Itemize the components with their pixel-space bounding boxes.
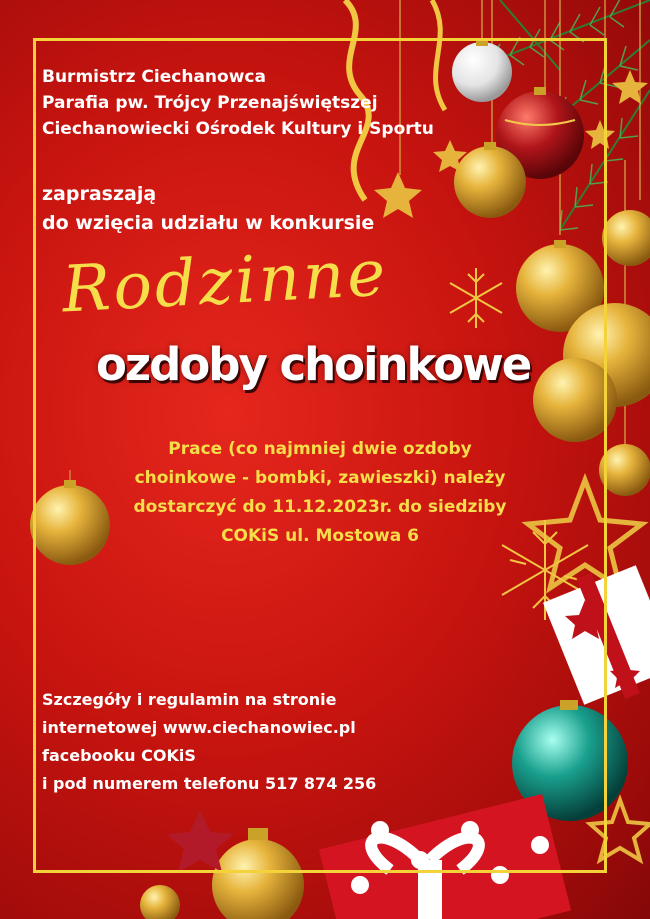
details-line: choinkowe - bombki, zawieszki) należy (134, 468, 506, 488)
details-line: dostarczyć do 11.12.2023r. do siedziby (133, 497, 507, 517)
organizers (42, 64, 434, 142)
organizer-line: Ciechanowiecki Ośrodek Kultury i Sportu (42, 119, 434, 139)
organizer-line: Burmistrz Ciechanowca (42, 67, 266, 87)
contact-line: internetowej www.ciechanowiec.pl (42, 718, 356, 737)
details-line: COKiS ul. Mostowa 6 (221, 526, 419, 546)
organizer-line: Parafia pw. Trójcy Przenajświętszej (42, 93, 378, 113)
invitation-line: do wzięcia udziału w konkursie (42, 212, 375, 234)
details-line: Prace (co najmniej dwie ozdoby (168, 439, 472, 459)
invitation (42, 180, 374, 238)
invitation-line: zapraszają (42, 183, 157, 205)
contact-line: Szczegóły i regulamin na stronie (42, 690, 337, 709)
title-script: Rodzinne (60, 236, 390, 328)
contact-info (42, 686, 376, 798)
contest-details (70, 435, 570, 551)
title-main: ozdoby choinkowe (96, 338, 531, 391)
contact-line: facebooku COKiS (42, 746, 196, 765)
contact-line: i pod numerem telefonu 517 874 256 (42, 774, 377, 793)
